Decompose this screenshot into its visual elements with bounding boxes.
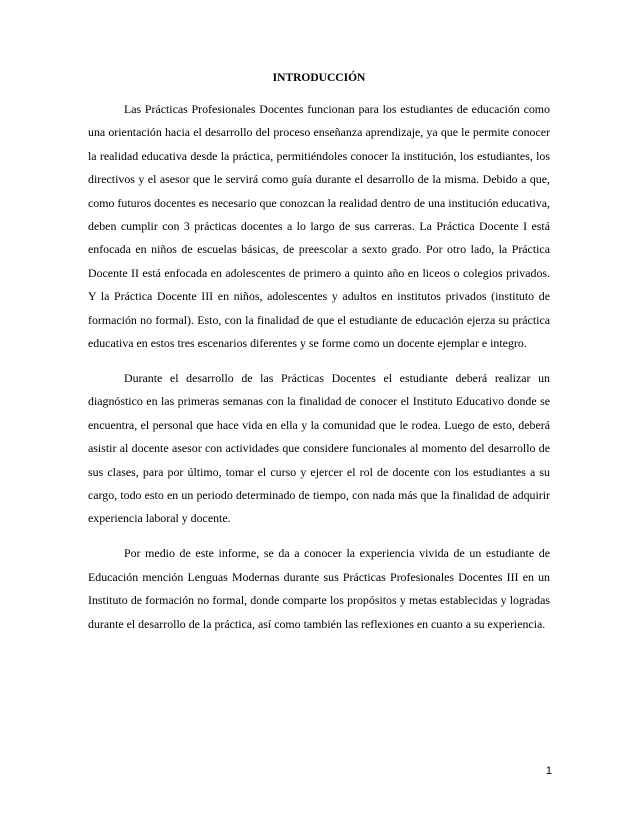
paragraph-3: Por medio de este informe, se da a conocer la experiencia vivida de un estudiante de Educación mención Lenguas Modernas durante sus Prácticas Profesionales Docentes III en un Instituto de formación no formal, donde comparte los propósitos y metas establecidas y logradas durante el desarrollo de la práctica, así como también las reflexiones en cuanto a su experiencia.: [88, 546, 550, 631]
page-title: INTRODUCCIÓN: [272, 72, 366, 84]
document-body: [88, 98, 550, 647]
paragraph-1: Las Prácticas Profesionales Docentes funcionan para los estudiantes de educación como una orientación hacia el desarrollo del proceso enseñanza aprendizaje, ya que le permite conocer la realidad educativa desde la práctica, permitiéndoles conocer la institución, los estudiantes, los directivos y el asesor que le servirá como guía durante el desarrollo de la misma. Debido a que, como futuros docentes es necesario que conozcan la realidad dentro de una institución educativa, deben cumplir con 3 prácticas docentes a lo largo de sus carreras. La Práctica Docente I está enfocada en niños de escuelas básicas, de preescolar a sexto grado. Por otro lado, la Práctica Docente II está enfocada en adolescentes de primero a quinto año en liceos o colegios privados. Y la Práctica Docente III en niños, adolescentes y adultos en institutos privados (instituto de formación no formal). Esto, con la finalidad de que el estudiante de educación ejerza su práctica educativa en estos tres escenarios diferentes y se forme como un docente ejemplar e integro.: [88, 102, 550, 351]
paragraph-2: Durante el desarrollo de las Prácticas Docentes el estudiante deberá realizar un diagnóstico en las primeras semanas con la finalidad de conocer el Instituto Educativo donde se encuentra, el personal que hace vida en ella y la comunidad que le rodea. Luego de esto, deberá asistir al docente asesor con actividades que considere funcionales al momento del desarrollo de sus clases, para por último, tomar el curso y ejercer el rol de docente con los estudiantes a su cargo, todo esto en un periodo determinado de tiempo, con nada más que la finalidad de adquirir experiencia laboral y docente.: [88, 370, 550, 526]
page-number: 1: [545, 765, 552, 777]
